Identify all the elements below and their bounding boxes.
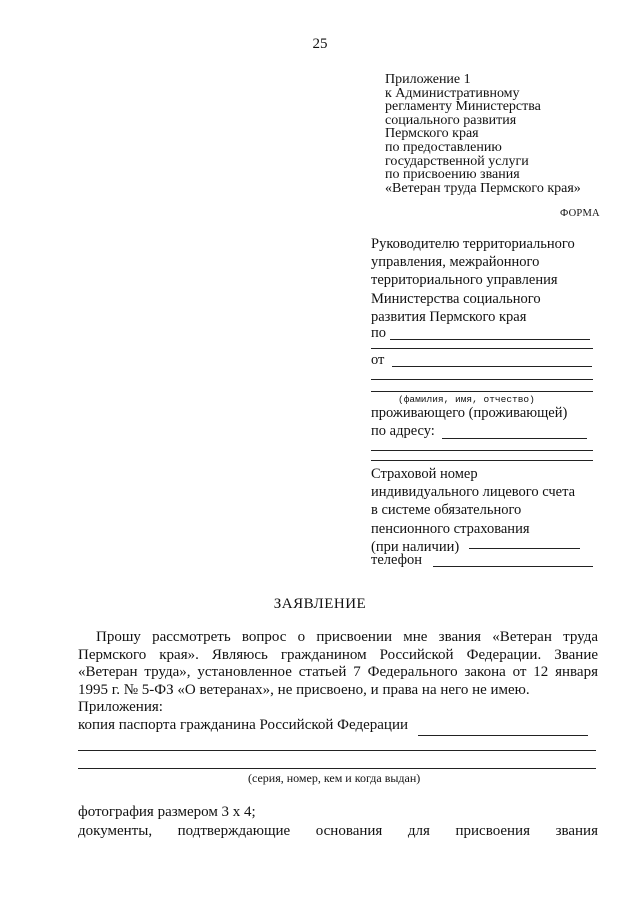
address-field-line[interactable] — [442, 438, 587, 439]
addressee-line: Руководителю территориального — [371, 236, 575, 252]
phone-field-line[interactable] — [433, 566, 593, 567]
phone-label: телефон — [371, 552, 423, 568]
photo-label: фотография размером 3 х 4; — [78, 804, 256, 820]
statement-title: ЗАЯВЛЕНИЕ — [273, 596, 367, 612]
appendix-line: «Ветеран труда Пермского края» — [385, 180, 581, 196]
appendix-line: социального развития — [385, 112, 517, 128]
addressee-line: территориального управления — [371, 272, 558, 289]
statement-line: «Ветеран труда», установленное статьей 7 Федерального закона от 12 января — [78, 664, 598, 680]
insurance-field-line[interactable] — [469, 548, 580, 549]
addressee-block — [371, 235, 575, 326]
appendix-line: по предоставлению — [385, 139, 502, 155]
statement-line: 1995 г. № 5-ФЗ «О ветеранах», не присвоено, и права на него не имею. — [78, 681, 530, 698]
ot-label: от — [371, 352, 385, 368]
appendix-header — [385, 73, 581, 195]
residing-label: проживающего (проживающей) — [371, 405, 568, 421]
passport-field-line[interactable] — [418, 735, 588, 736]
attachments-label: Приложения: — [78, 699, 163, 715]
appendix-line: Приложение 1 — [385, 72, 471, 87]
statement-continuation — [78, 804, 598, 840]
appendix-line: регламенту Министерства — [385, 99, 541, 115]
insurance-line: в системе обязательного — [371, 502, 522, 519]
insurance-line: пенсионного страхования — [371, 520, 530, 537]
po-field-line-2[interactable] — [371, 348, 593, 349]
address-field-line-3[interactable] — [371, 460, 593, 461]
appendix-line: к Административному — [385, 85, 520, 101]
page-number: 25 — [312, 36, 328, 52]
insurance-block — [371, 465, 575, 556]
addressee-line: управления, межрайонного — [371, 254, 540, 271]
statement-line: Прошу рассмотреть вопрос о присвоении мне звания «Ветеран труда — [96, 629, 598, 645]
passport-field-line-2[interactable] — [78, 750, 596, 751]
insurance-line: Страховой номер — [371, 466, 478, 482]
ot-field-line-2[interactable] — [371, 379, 593, 380]
po-label: по — [371, 325, 387, 341]
ot-field-line-3[interactable] — [371, 391, 593, 392]
passport-field-line-3[interactable] — [78, 768, 596, 769]
po-field-line[interactable] — [390, 339, 590, 340]
fio-caption: (фамилия, имя, отчество) — [398, 394, 535, 405]
ot-field-line[interactable] — [392, 366, 592, 367]
insurance-line: (при наличии) — [371, 538, 460, 555]
statement-line: Пермского края». Являюсь гражданином Российской Федерации. Звание — [78, 646, 598, 663]
passport-label: копия паспорта гражданина Российской Федерации — [78, 716, 409, 733]
passport-caption: (серия, номер, кем и когда выдан) — [248, 771, 421, 785]
documents-line: документы, подтверждающие основания для присвоения звания — [78, 822, 598, 839]
statement-body — [78, 629, 598, 734]
appendix-line: по присвоению звания — [385, 167, 520, 183]
appendix-line: государственной услуги — [385, 153, 529, 169]
addressee-line: Министерства социального — [371, 290, 541, 307]
address-field-line-2[interactable] — [371, 450, 593, 451]
insurance-line: индивидуального лицевого счета — [371, 484, 576, 501]
address-label: по адресу: — [371, 423, 435, 439]
form-label: ФОРМА — [560, 208, 600, 219]
addressee-line: развития Пермского края — [371, 308, 527, 325]
appendix-line: Пермского края — [385, 126, 479, 142]
